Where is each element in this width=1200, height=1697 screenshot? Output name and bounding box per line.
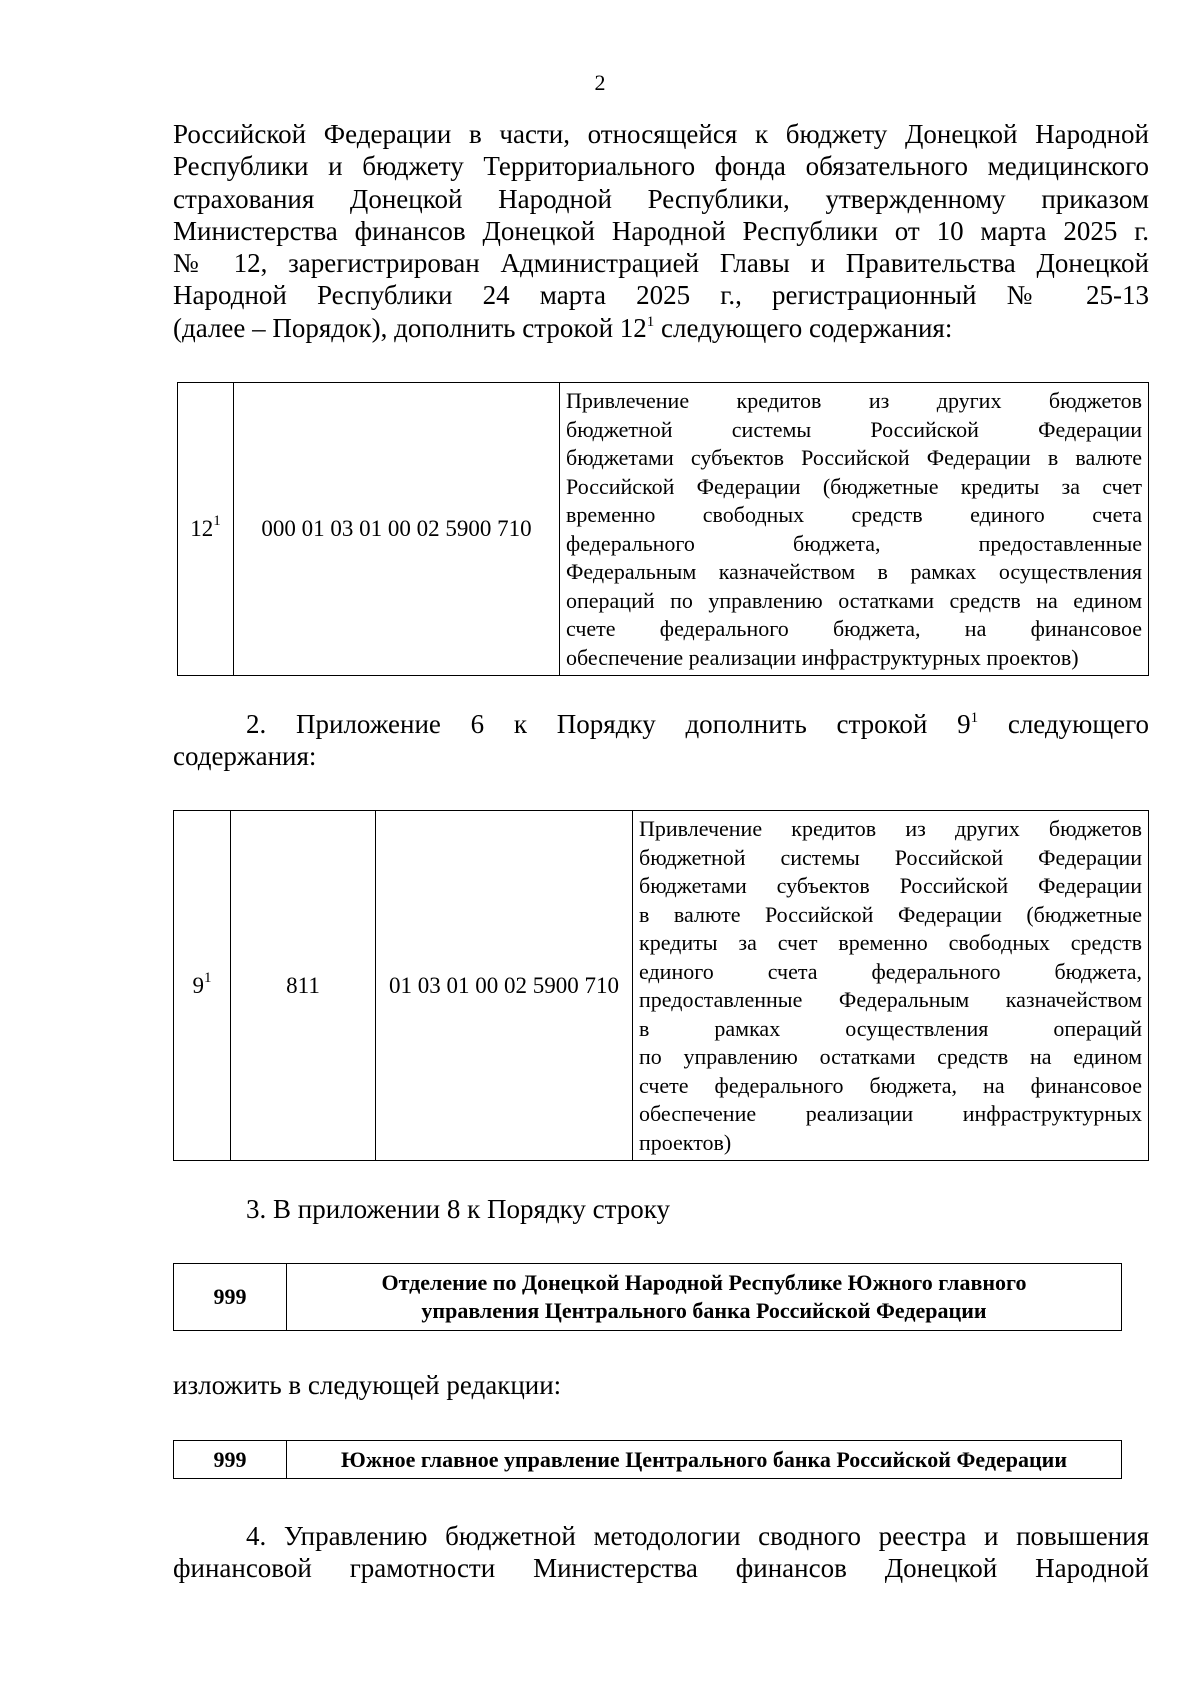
code-cell — [234, 383, 560, 676]
row-number: 12 — [190, 516, 214, 541]
desc-line: проектов) — [639, 1129, 732, 1155]
desc-line: кредиты за счет временно свободных средств — [639, 930, 1142, 955]
old-row-table — [173, 1263, 1122, 1331]
text-line: Республики и бюджету Территориального фонда обязательного медицинского — [173, 151, 1149, 182]
name-cell — [287, 1441, 1122, 1479]
name-cell — [287, 1264, 1122, 1331]
name-line: Отделение по Донецкой Народной Республике Южного главного — [381, 1270, 1027, 1295]
code-cell — [376, 811, 633, 1161]
appendix-row-table-2 — [173, 810, 1149, 1161]
admin-code: 811 — [286, 972, 320, 998]
desc-line: обеспечение реализации инфраструктурных — [639, 1101, 1142, 1126]
superscript: 1 — [213, 513, 221, 529]
description-cell — [633, 811, 1149, 1161]
text-line: Российской Федерации в части, относящейся к бюджету Донецкой Народной — [173, 119, 1149, 149]
name-line: управления Центрального банка Российской Федерации — [421, 1298, 987, 1323]
budget-code: 000 01 03 01 00 02 5900 710 — [261, 516, 532, 541]
text-line: финансовой грамотности Министерства финансов Донецкой Народной — [173, 1553, 1149, 1584]
text-line: 4. Управлению бюджетной методологии сводного реестра и повышения — [246, 1521, 1149, 1551]
desc-line: Российской Федерации (бюджетные кредиты за счет — [566, 473, 1142, 499]
desc-line: в рамках осуществления операций — [639, 1015, 1142, 1041]
text-line: страхования Донецкой Народной Республики, утвержденному приказом — [173, 183, 1149, 214]
desc-line: бюджетной системы Российской Федерации — [639, 844, 1142, 870]
desc-line: федерального бюджета, предоставленные — [566, 530, 1142, 556]
code: 999 — [213, 1284, 247, 1309]
desc-line: бюджетами субъектов Российской Федерации — [639, 873, 1142, 898]
superscript: 1 — [204, 969, 212, 986]
new-row-table — [173, 1440, 1122, 1479]
text-line: № 12, зарегистрирован Администрацией Главы и Правительства Донецкой — [173, 248, 1149, 279]
paragraph-5 — [173, 1520, 1149, 1585]
desc-line: единого счета федерального бюджета, — [639, 958, 1142, 984]
desc-line: счете федерального бюджета, на финансовое — [566, 616, 1142, 641]
name: Южное главное управление Центрального банка Российской Федерации — [341, 1446, 1067, 1472]
row-number: 9 — [192, 972, 204, 998]
paragraph-3: 3. В приложении 8 к Порядку строку — [246, 1194, 670, 1224]
desc-line: в валюте Российской Федерации (бюджетные — [639, 901, 1142, 927]
page-number: 2 — [594, 70, 606, 95]
paragraph-2 — [173, 708, 1149, 773]
row-number-cell — [178, 383, 234, 676]
desc-line: обеспечение реализации инфраструктурных проектов) — [566, 644, 1079, 670]
text-line: Народной Республики 24 марта 2025 г., регистрационный № 25-13 — [173, 280, 1149, 311]
desc-line: предоставленные Федеральным казначейством — [639, 987, 1142, 1012]
superscript: 1 — [970, 710, 979, 726]
code: 999 — [213, 1446, 247, 1472]
desc-line: бюджетами субъектов Российской Федерации в валюте — [566, 445, 1142, 470]
desc-line: операций по управлению остатками средств на едином — [566, 587, 1142, 613]
code-cell — [174, 1264, 287, 1331]
paragraph-4: изложить в следующей редакции: — [173, 1370, 562, 1400]
text-run: (далее – Порядок), дополнить строкой 12 — [173, 312, 647, 343]
budget-code: 01 03 01 00 02 5900 710 — [389, 972, 619, 998]
desc-line: Привлечение кредитов из других бюджетов — [639, 816, 1142, 841]
code-cell — [174, 1441, 287, 1479]
description-cell — [560, 383, 1149, 676]
text-line — [173, 708, 1149, 740]
desc-line: временно свободных средств единого счета — [566, 502, 1142, 527]
desc-line: Привлечение кредитов из других бюджетов — [566, 388, 1142, 413]
appendix-row-table-1 — [177, 382, 1149, 676]
desc-line: счете федерального бюджета, на финансовое — [639, 1072, 1142, 1098]
admin-code-cell — [231, 811, 376, 1161]
row-number-cell — [174, 811, 231, 1161]
text-run: следующего содержания: — [654, 312, 953, 343]
desc-line: Федеральным казначейством в рамках осуществления — [566, 559, 1142, 584]
text-line: Министерства финансов Донецкой Народной Республики от 10 марта 2025 г. — [173, 215, 1149, 246]
text-run: следующего — [978, 709, 1150, 739]
desc-line: бюджетной системы Российской Федерации — [566, 416, 1142, 442]
text-line-last — [173, 312, 1149, 344]
superscript: 1 — [646, 313, 655, 330]
desc-line: по управлению остатками средств на едином — [639, 1044, 1142, 1069]
intro-paragraph — [173, 118, 1149, 344]
text-line: содержания: — [173, 741, 317, 772]
text-run: 2. Приложение 6 к Порядку дополнить строкой 9 — [246, 709, 971, 739]
